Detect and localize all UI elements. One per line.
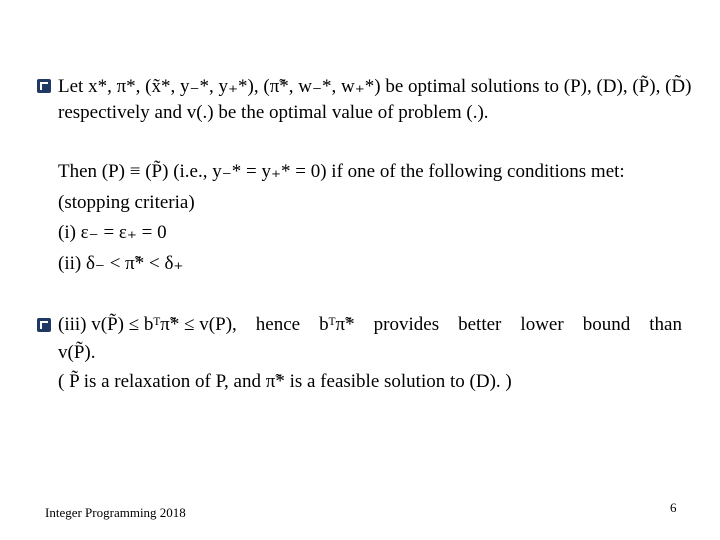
bullet2-part-4: better [458,314,502,335]
then-line2: (stopping criteria) [58,192,195,213]
bullet2-part-5: lower [520,314,564,335]
bullet2-part-3: provides [373,314,440,335]
bullet2-part-2: bᵀπ̃* [319,314,355,335]
condition-i: (i) ε₋ = ε₊ = 0 [58,222,167,243]
bullet1-line1: Let x*, π*, (x̃*, y₋*, y₊*), (π̃*, w₋*, w₊*) be optimal solutions to (P), (D), (P̃), (D̃) [58,76,692,97]
bullet2-part-1: hence [255,314,301,335]
bullet2-line1 [58,313,682,337]
bullet2-part-6: bound [582,314,631,335]
bullet2-part-0: (iii) v(P̃) ≤ bᵀπ̃* ≤ v(P), [58,314,237,335]
then-line1: Then (P) ≡ (P̃) (i.e., y₋* = y₊* = 0) if one of the following conditions met: [58,161,625,182]
bullet-checkbox-icon [37,318,51,332]
bullet2-line3: ( P̃ is a relaxation of P, and π̃* is a feasible solution to (D). ) [58,371,512,392]
bullet2-part-7: than [649,314,682,335]
condition-ii: (ii) δ₋ < π̃* < δ₊ [58,253,184,274]
footer-text: Integer Programming 2018 [45,505,186,520]
bullet1-line2: respectively and v(.) be the optimal value of problem (.). [58,102,489,123]
bullet-checkbox-icon [37,79,51,93]
page-number: 6 [670,500,677,515]
bullet2-line2: v(P̃). [58,342,96,363]
